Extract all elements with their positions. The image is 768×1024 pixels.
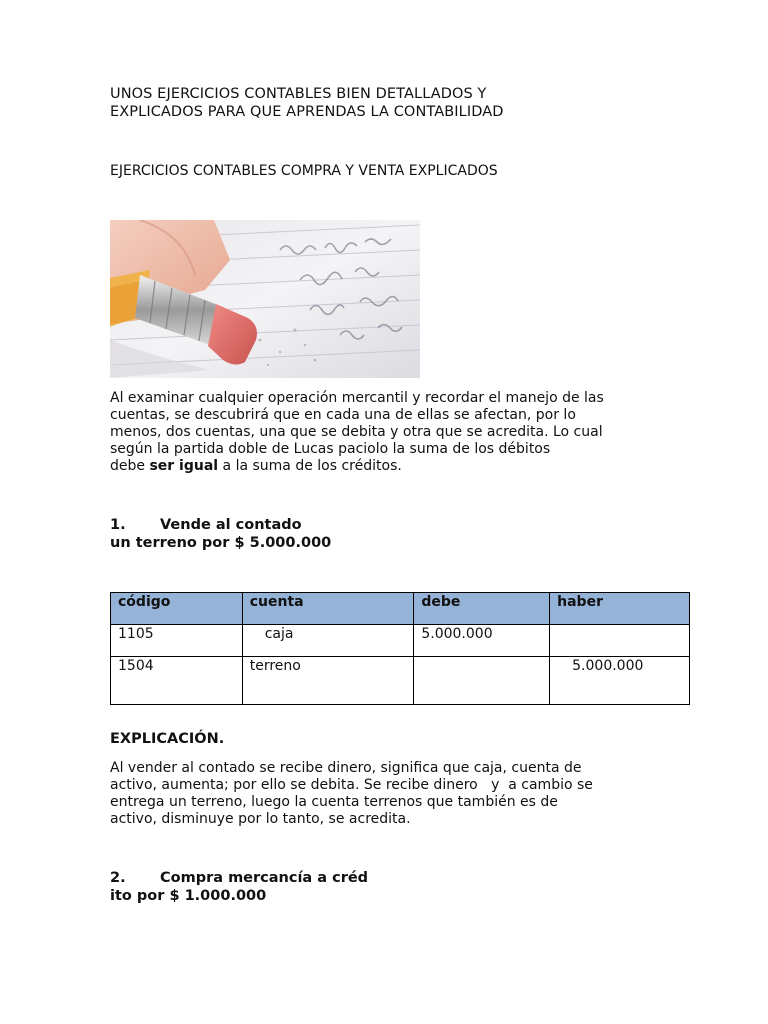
explanation-line-1: Al vender al contado se recibe dinero, significa que caja, cuenta de — [110, 760, 582, 776]
document-title — [110, 85, 670, 121]
explanation-paragraph — [110, 760, 670, 828]
header-codigo: código — [111, 593, 243, 625]
intro-line-5-start: debe — [110, 458, 150, 474]
cell-cuenta: terreno — [242, 657, 414, 705]
cell-codigo: 1504 — [111, 657, 243, 705]
title-line-2: EXPLICADOS PARA QUE APRENDAS LA CONTABILIDAD — [110, 104, 504, 120]
intro-line-5-end: a la suma de los créditos. — [218, 458, 402, 474]
table-header-row — [111, 593, 690, 625]
intro-line-4: según la partida doble de Lucas paciolo la suma de los débitos — [110, 441, 551, 457]
intro-line-5 — [110, 458, 670, 475]
explanation-line-4: activo, disminuye por lo tanto, se acredita. — [110, 811, 411, 827]
table-row — [111, 625, 690, 657]
cell-cuenta: caja — [242, 625, 414, 657]
cell-haber: 5.000.000 — [550, 657, 690, 705]
pencil-eraser-photo — [110, 220, 420, 378]
exercise-1-number: 1. — [110, 517, 126, 533]
intro-paragraph — [110, 390, 670, 475]
header-debe: debe — [414, 593, 550, 625]
journal-entry-table — [110, 592, 690, 705]
cell-haber — [550, 625, 690, 657]
explanation-line-3: entrega un terreno, luego la cuenta terrenos que también es de — [110, 794, 558, 810]
intro-line-3: menos, dos cuentas, una que se debita y otra que se acredita. Lo cual — [110, 424, 603, 440]
document-subtitle: EJERCICIOS CONTABLES COMPRA Y VENTA EXPLICADOS — [110, 163, 498, 179]
exercise-2-heading — [110, 869, 368, 905]
cell-debe — [414, 657, 550, 705]
exercise-2-number: 2. — [110, 870, 126, 886]
intro-line-1: Al examinar cualquier operación mercantil y recordar el manejo de las — [110, 390, 604, 406]
title-line-1: UNOS EJERCICIOS CONTABLES BIEN DETALLADOS Y — [110, 86, 487, 102]
exercise-2-line-2: ito por $ 1.000.000 — [110, 888, 267, 904]
exercise-1-heading — [110, 516, 331, 552]
intro-line-2: cuentas, se descubrirá que en cada una de ellas se afectan, por lo — [110, 407, 576, 423]
header-cuenta: cuenta — [242, 593, 414, 625]
header-haber: haber — [550, 593, 690, 625]
explanation-heading: EXPLICACIÓN. — [110, 731, 225, 747]
exercise-1-line-2: un terreno por $ 5.000.000 — [110, 535, 332, 551]
explanation-line-2: activo, aumenta; por ello se debita. Se recibe dinero y a cambio se — [110, 777, 593, 793]
exercise-1-line-1: Vende al contado — [160, 517, 302, 533]
exercise-2-line-1: Compra mercancía a créd — [160, 870, 369, 886]
cell-codigo: 1105 — [111, 625, 243, 657]
table-row — [111, 657, 690, 705]
cell-debe: 5.000.000 — [414, 625, 550, 657]
intro-emphasis: ser igual — [149, 458, 219, 474]
